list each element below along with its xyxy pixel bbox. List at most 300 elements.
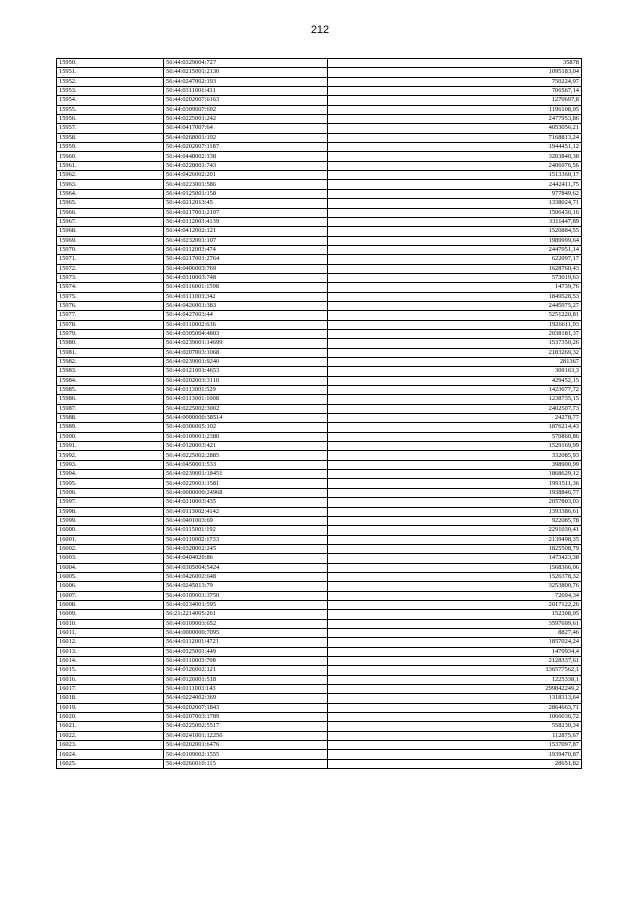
table-row — [57, 675, 582, 684]
cadastral-number-cell: 56:44:0232001:107 — [164, 236, 328, 245]
cadastral-number-cell: 56:44:0115001:192 — [164, 526, 328, 535]
row-number-cell: 15956. — [57, 115, 164, 124]
cadastral-value-cell: 1225338,1 — [328, 675, 582, 684]
row-number-cell: 16015. — [57, 666, 164, 675]
page-number: 212 — [310, 24, 330, 36]
table-row — [57, 572, 582, 581]
table-row — [57, 488, 582, 497]
cadastral-value-cell: 2183269,32 — [328, 348, 582, 357]
cadastral-number-cell: 56:44:0215001:2130 — [164, 68, 328, 77]
cadastral-number-cell: 56:44:0116001:1598 — [164, 283, 328, 292]
cadastral-value-cell: 2445975,27 — [328, 301, 582, 310]
row-number-cell: 15973. — [57, 273, 164, 282]
cadastral-value-cell: 1568366,06 — [328, 563, 582, 572]
table-row — [57, 638, 582, 647]
cadastral-number-cell: 56:44:0125001:158 — [164, 189, 328, 198]
cadastral-value-cell: 2477953,86 — [328, 115, 582, 124]
row-number-cell: 15961. — [57, 161, 164, 170]
table-row — [57, 395, 582, 404]
row-number-cell: 16013. — [57, 647, 164, 656]
table-row — [57, 133, 582, 142]
cadastral-number-cell: 56:44:0000000:38514 — [164, 414, 328, 423]
cadastral-number-cell: 56:44:0306005:102 — [164, 423, 328, 432]
cadastral-value-cell: 1393386,61 — [328, 507, 582, 516]
table-row — [57, 460, 582, 469]
cadastral-value-cell: 1876214,43 — [328, 423, 582, 432]
cadastral-number-cell: 56:44:0000000:7095 — [164, 628, 328, 637]
cadastral-number-cell: 56:44:0110003:708 — [164, 657, 328, 666]
row-number-cell: 15998. — [57, 507, 164, 516]
table-row — [57, 610, 582, 619]
table-row — [57, 329, 582, 338]
cadastral-number-cell: 56:44:0427003:44 — [164, 311, 328, 320]
cadastral-value-cell: 3311447,89 — [328, 217, 582, 226]
table-row — [57, 685, 582, 694]
row-number-cell: 15953. — [57, 87, 164, 96]
table-row — [57, 292, 582, 301]
cadastral-value-cell: 332085,93 — [328, 451, 582, 460]
row-number-cell: 16009. — [57, 610, 164, 619]
cadastral-value-cell: 7168813,24 — [328, 133, 582, 142]
cadastral-number-cell: 56:44:0247002:193 — [164, 77, 328, 86]
table-row — [57, 516, 582, 525]
cadastral-value-cell: 5251220,81 — [328, 311, 582, 320]
row-number-cell: 15962. — [57, 171, 164, 180]
row-number-cell: 15993. — [57, 460, 164, 469]
row-number-cell: 16007. — [57, 591, 164, 600]
row-number-cell: 15995. — [57, 479, 164, 488]
table-row — [57, 348, 582, 357]
row-number-cell: 15990. — [57, 432, 164, 441]
cadastral-value-cell: 14739,76 — [328, 283, 582, 292]
table-row — [57, 245, 582, 254]
cadastral-number-cell: 56:44:0241001:12256 — [164, 731, 328, 740]
cadastral-number-cell: 56:44:0229001:1581 — [164, 479, 328, 488]
cadastral-number-cell: 56:44:0245013:79 — [164, 582, 328, 591]
row-number-cell: 16019. — [57, 703, 164, 712]
cadastral-value-cell: 4053056,21 — [328, 124, 582, 133]
table-row — [57, 161, 582, 170]
table-row — [57, 666, 582, 675]
row-number-cell: 15987. — [57, 404, 164, 413]
table-row — [57, 657, 582, 666]
row-number-cell: 16021. — [57, 722, 164, 731]
table-row — [57, 404, 582, 413]
table-row — [57, 563, 582, 572]
table-row — [57, 750, 582, 759]
row-number-cell: 16003. — [57, 554, 164, 563]
row-number-cell: 15958. — [57, 133, 164, 142]
table-row — [57, 59, 582, 68]
row-number-cell: 15976. — [57, 301, 164, 310]
row-number-cell: 15989. — [57, 423, 164, 432]
cadastral-number-cell: 56:44:0225002:2885 — [164, 451, 328, 460]
row-number-cell: 16005. — [57, 572, 164, 581]
table-row — [57, 115, 582, 124]
row-number-cell: 15967. — [57, 217, 164, 226]
row-number-cell: 15980. — [57, 339, 164, 348]
cadastral-value-cell: 1989999,64 — [328, 236, 582, 245]
cadastral-number-cell: 56:44:0305004:5424 — [164, 563, 328, 572]
cadastral-number-cell: 56:44:0309007:692 — [164, 105, 328, 114]
table-row — [57, 124, 582, 133]
table-row — [57, 628, 582, 637]
table-row — [57, 96, 582, 105]
cadastral-number-cell: 56:44:0426001:383 — [164, 301, 328, 310]
cadastral-value-cell: 1939470,87 — [328, 750, 582, 759]
cadastral-number-cell: 56:44:0239001:18451 — [164, 470, 328, 479]
cadastral-number-cell: 56:44:0225002:3002 — [164, 404, 328, 413]
row-number-cell: 16024. — [57, 750, 164, 759]
cadastral-value-cell: 1513360,17 — [328, 171, 582, 180]
row-number-cell: 16011. — [57, 628, 164, 637]
table-row — [57, 544, 582, 553]
cadastral-value-cell: 1520884,55 — [328, 227, 582, 236]
table-row — [57, 703, 582, 712]
row-number-cell: 15951. — [57, 68, 164, 77]
cadastral-value-cell: 429452,15 — [328, 376, 582, 385]
cadastral-value-cell: 3253800,76 — [328, 582, 582, 591]
cadastral-number-cell: 56:44:0111003:143 — [164, 685, 328, 694]
table-row — [57, 358, 582, 367]
cadastral-number-cell: 56:44:0412002:121 — [164, 227, 328, 236]
table-row — [57, 386, 582, 395]
cadastral-number-cell: 56:44:0310003:748 — [164, 273, 328, 282]
cadastral-number-cell: 56:44:0328002:245 — [164, 544, 328, 553]
cadastral-value-cell: 1318313,64 — [328, 694, 582, 703]
cadastral-value-cell: 622097,17 — [328, 255, 582, 264]
table-body — [57, 59, 582, 769]
cadastral-number-cell: 56:44:0126002:121 — [164, 666, 328, 675]
row-number-cell: 16000. — [57, 526, 164, 535]
table-row — [57, 731, 582, 740]
cadastral-value-cell: 1628760,43 — [328, 264, 582, 273]
cadastral-value-cell: 1526378,32 — [328, 572, 582, 581]
row-number-cell: 15965. — [57, 199, 164, 208]
cadastral-number-cell: 56:44:0426002:648 — [164, 572, 328, 581]
row-number-cell: 16001. — [57, 535, 164, 544]
cadastral-number-cell: 56:44:0417007:64 — [164, 124, 328, 133]
cadastral-value-cell: 1470934,4 — [328, 647, 582, 656]
row-number-cell: 15977. — [57, 311, 164, 320]
table-row — [57, 68, 582, 77]
cadastral-number-cell: 56:21:2214005:261 — [164, 610, 328, 619]
cadastral-value-cell: 2057803,03 — [328, 498, 582, 507]
row-number-cell: 16002. — [57, 544, 164, 553]
row-number-cell: 15954. — [57, 96, 164, 105]
cadastral-number-cell: 56:44:0202003:3110 — [164, 376, 328, 385]
table-row — [57, 554, 582, 563]
row-number-cell: 16023. — [57, 741, 164, 750]
cadastral-value-cell: 2442411,75 — [328, 180, 582, 189]
table-row — [57, 87, 582, 96]
cadastral-value-cell: 2139498,35 — [328, 535, 582, 544]
row-number-cell: 15981. — [57, 348, 164, 357]
cadastral-number-cell: 56:44:0126001:518 — [164, 675, 328, 684]
cadastral-number-cell: 56:44:0426002:201 — [164, 171, 328, 180]
cadastral-value-cell: 72694,34 — [328, 591, 582, 600]
row-number-cell: 16014. — [57, 657, 164, 666]
table-row — [57, 535, 582, 544]
cadastral-value-cell: 1066036,72 — [328, 713, 582, 722]
cadastral-value-cell: 1857024,24 — [328, 638, 582, 647]
cadastral-number-cell: 56:44:0268001:192 — [164, 133, 328, 142]
cadastral-number-cell: 56:44:0109001:3750 — [164, 591, 328, 600]
cadastral-number-cell: 56:44:0202007:1187 — [164, 143, 328, 152]
cadastral-value-cell: 24278,77 — [328, 414, 582, 423]
cadastral-value-cell: 2017122,26 — [328, 600, 582, 609]
table-row — [57, 507, 582, 516]
row-number-cell: 16006. — [57, 582, 164, 591]
cadastral-number-cell: 56:44:0266010:115 — [164, 759, 328, 768]
row-number-cell: 16022. — [57, 731, 164, 740]
row-number-cell: 15972. — [57, 264, 164, 273]
cadastral-value-table — [56, 58, 582, 769]
cadastral-number-cell: 56:44:0225002:5517 — [164, 722, 328, 731]
table-row — [57, 647, 582, 656]
table-row — [57, 367, 582, 376]
row-number-cell: 16020. — [57, 713, 164, 722]
cadastral-value-cell: 112875,67 — [328, 731, 582, 740]
table-row — [57, 199, 582, 208]
cadastral-value-cell: 558230,34 — [328, 722, 582, 731]
cadastral-value-cell: 35878 — [328, 59, 582, 68]
row-number-cell: 15964. — [57, 189, 164, 198]
row-number-cell: 15979. — [57, 329, 164, 338]
cadastral-number-cell: 56:44:0202007:1843 — [164, 703, 328, 712]
row-number-cell: 15952. — [57, 77, 164, 86]
row-number-cell: 15997. — [57, 498, 164, 507]
table-row — [57, 189, 582, 198]
table-row — [57, 301, 582, 310]
cadastral-value-cell: 1944451,12 — [328, 143, 582, 152]
table-row — [57, 442, 582, 451]
cadastral-value-cell: 1537350,26 — [328, 339, 582, 348]
cadastral-value-cell: 1338024,71 — [328, 199, 582, 208]
row-number-cell: 15957. — [57, 124, 164, 133]
cadastral-number-cell: 56:44:0217001:2764 — [164, 255, 328, 264]
cadastral-value-cell: 2406976,56 — [328, 161, 582, 170]
table-row — [57, 451, 582, 460]
cadastral-number-cell: 56:44:0225001:242 — [164, 115, 328, 124]
cadastral-value-cell: 2291030,41 — [328, 526, 582, 535]
cadastral-number-cell: 56:44:0120003:421 — [164, 442, 328, 451]
cadastral-value-cell: 152308,95 — [328, 610, 582, 619]
cadastral-number-cell: 56:44:0109001:2380 — [164, 432, 328, 441]
cadastral-number-cell: 56:44:0239001:14699 — [164, 339, 328, 348]
cadastral-value-cell: 2128337,61 — [328, 657, 582, 666]
table-row — [57, 273, 582, 282]
table-row — [57, 619, 582, 628]
cadastral-number-cell: 56:44:0223001:586 — [164, 180, 328, 189]
table-row — [57, 600, 582, 609]
cadastral-number-cell: 56:44:0112003:4139 — [164, 217, 328, 226]
row-number-cell: 16010. — [57, 619, 164, 628]
row-number-cell: 15984. — [57, 376, 164, 385]
table-row — [57, 423, 582, 432]
cadastral-number-cell: 56:44:0406003:769 — [164, 264, 328, 273]
row-number-cell: 15983. — [57, 367, 164, 376]
row-number-cell: 15970. — [57, 245, 164, 254]
table-row — [57, 236, 582, 245]
cadastral-number-cell: 56:44:0113001:1008 — [164, 395, 328, 404]
cadastral-value-cell: 2447951,14 — [328, 245, 582, 254]
cadastral-number-cell: 56:44:0207003:1789 — [164, 713, 328, 722]
row-number-cell: 15968. — [57, 227, 164, 236]
row-number-cell: 15971. — [57, 255, 164, 264]
cadastral-value-cell: 1238735,15 — [328, 395, 582, 404]
table-row — [57, 152, 582, 161]
cadastral-value-cell: 922085,78 — [328, 516, 582, 525]
cadastral-value-cell: 1196108,95 — [328, 105, 582, 114]
cadastral-number-cell: 56:44:0202007:6163 — [164, 96, 328, 105]
row-number-cell: 16008. — [57, 600, 164, 609]
cadastral-number-cell: 56:44:0112003:474 — [164, 245, 328, 254]
cadastral-number-cell: 56:44:0113002:4142 — [164, 507, 328, 516]
cadastral-number-cell: 56:44:0212013:45 — [164, 199, 328, 208]
cadastral-value-cell: 28651,82 — [328, 759, 582, 768]
cadastral-value-cell: 1529169,99 — [328, 442, 582, 451]
table-row — [57, 479, 582, 488]
cadastral-value-cell: 1849528,53 — [328, 292, 582, 301]
table-row — [57, 208, 582, 217]
cadastral-value-cell: 1868629,12 — [328, 470, 582, 479]
cadastral-value-cell: 1537097,87 — [328, 741, 582, 750]
cadastral-value-cell: 977849,62 — [328, 189, 582, 198]
table-row — [57, 722, 582, 731]
row-number-cell: 15959. — [57, 143, 164, 152]
cadastral-value-cell: 1473423,38 — [328, 554, 582, 563]
cadastral-value-cell: 2864663,71 — [328, 703, 582, 712]
cadastral-number-cell: 56:44:0110002:1733 — [164, 535, 328, 544]
cadastral-value-cell: 309163,3 — [328, 367, 582, 376]
cadastral-value-cell: 1991511,36 — [328, 479, 582, 488]
table-row — [57, 498, 582, 507]
cadastral-value-cell: 398900,99 — [328, 460, 582, 469]
cadastral-value-cell: 281367 — [328, 358, 582, 367]
table-row — [57, 694, 582, 703]
cadastral-value-cell: 1423077,72 — [328, 386, 582, 395]
row-number-cell: 15982. — [57, 358, 164, 367]
cadastral-number-cell: 56:44:0305004:4803 — [164, 329, 328, 338]
cadastral-number-cell: 56:44:0109003:652 — [164, 619, 328, 628]
table-row — [57, 470, 582, 479]
cadastral-number-cell: 56:44:0000000:24968 — [164, 488, 328, 497]
cadastral-number-cell: 56:44:0112001:4721 — [164, 638, 328, 647]
table-row — [57, 255, 582, 264]
row-number-cell: 15955. — [57, 105, 164, 114]
table-row — [57, 311, 582, 320]
table-row — [57, 105, 582, 114]
row-number-cell: 16017. — [57, 685, 164, 694]
cadastral-number-cell: 56:44:0311001:431 — [164, 87, 328, 96]
row-number-cell: 15994. — [57, 470, 164, 479]
table-row — [57, 432, 582, 441]
cadastral-number-cell: 56:44:0113001:529 — [164, 386, 328, 395]
row-number-cell: 15992. — [57, 451, 164, 460]
table-row — [57, 283, 582, 292]
cadastral-value-cell: 299842249,2 — [328, 685, 582, 694]
table-row — [57, 264, 582, 273]
cadastral-value-cell: 706567,14 — [328, 87, 582, 96]
row-number-cell: 15960. — [57, 152, 164, 161]
table-row — [57, 171, 582, 180]
row-number-cell: 15991. — [57, 442, 164, 451]
cadastral-number-cell: 56:44:0239001:9240 — [164, 358, 328, 367]
cadastral-number-cell: 56:44:0329004:727 — [164, 59, 328, 68]
cadastral-value-cell: 1926611,93 — [328, 320, 582, 329]
cadastral-value-cell: 1270697,8 — [328, 96, 582, 105]
cadastral-number-cell: 56:44:0224002:369 — [164, 694, 328, 703]
row-number-cell: 16012. — [57, 638, 164, 647]
cadastral-value-cell: 750224,97 — [328, 77, 582, 86]
row-number-cell: 15978. — [57, 320, 164, 329]
row-number-cell: 15969. — [57, 236, 164, 245]
cadastral-number-cell: 56:44:0210003:435 — [164, 498, 328, 507]
table-row — [57, 741, 582, 750]
table-row — [57, 320, 582, 329]
row-number-cell: 15966. — [57, 208, 164, 217]
cadastral-number-cell: 56:44:0125001:449 — [164, 647, 328, 656]
table-row — [57, 143, 582, 152]
row-number-cell: 15996. — [57, 488, 164, 497]
row-number-cell: 15950. — [57, 59, 164, 68]
cadastral-value-cell: 1825508,79 — [328, 544, 582, 553]
table-row — [57, 227, 582, 236]
cadastral-number-cell: 56:44:0207003:1068 — [164, 348, 328, 357]
cadastral-number-cell: 56:44:0121001:4653 — [164, 367, 328, 376]
cadastral-number-cell: 56:44:0109002:1555 — [164, 750, 328, 759]
cadastral-value-cell: 1506436,16 — [328, 208, 582, 217]
row-number-cell: 16016. — [57, 675, 164, 684]
row-number-cell: 15985. — [57, 386, 164, 395]
cadastral-number-cell: 56:44:0217001:2107 — [164, 208, 328, 217]
cadastral-value-cell: 2038181,37 — [328, 329, 582, 338]
table-row — [57, 217, 582, 226]
table-row — [57, 591, 582, 600]
row-number-cell: 15986. — [57, 395, 164, 404]
cadastral-value-cell: 1095183,04 — [328, 68, 582, 77]
cadastral-value-cell: 136577562,1 — [328, 666, 582, 675]
cadastral-value-cell: 1938846,77 — [328, 488, 582, 497]
table-row — [57, 77, 582, 86]
cadastral-value-cell: 2402507,73 — [328, 404, 582, 413]
cadastral-number-cell: 56:44:0448002:138 — [164, 152, 328, 161]
cadastral-number-cell: 56:44:0404020:86 — [164, 554, 328, 563]
table-row — [57, 339, 582, 348]
table-row — [57, 376, 582, 385]
cadastral-value-cell: 570860,86 — [328, 432, 582, 441]
cadastral-number-cell: 56:44:0228001:743 — [164, 161, 328, 170]
cadastral-number-cell: 56:44:0111003:342 — [164, 292, 328, 301]
cadastral-number-cell: 56:44:0450001:533 — [164, 460, 328, 469]
table-row — [57, 180, 582, 189]
cadastral-number-cell: 56:44:0202001:6476 — [164, 741, 328, 750]
table-row — [57, 526, 582, 535]
table-row — [57, 414, 582, 423]
cadastral-value-cell: 3203840,38 — [328, 152, 582, 161]
row-number-cell: 16025. — [57, 759, 164, 768]
cadastral-number-cell: 56:44:0110002:636 — [164, 320, 328, 329]
cadastral-number-cell: 56:44:0401003:69 — [164, 516, 328, 525]
row-number-cell: 15963. — [57, 180, 164, 189]
table-row — [57, 759, 582, 768]
table-row — [57, 582, 582, 591]
row-number-cell: 15988. — [57, 414, 164, 423]
row-number-cell: 15974. — [57, 283, 164, 292]
cadastral-value-cell: 3597609,61 — [328, 619, 582, 628]
row-number-cell: 15975. — [57, 292, 164, 301]
